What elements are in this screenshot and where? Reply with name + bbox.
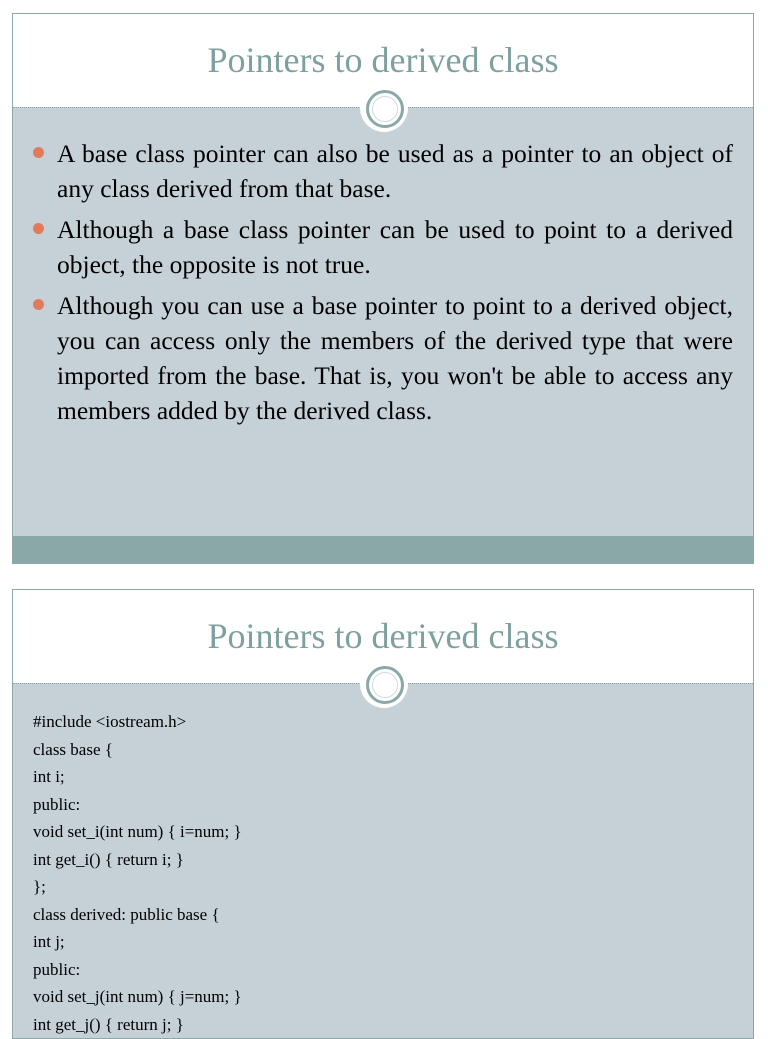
code-line: void set_i(int num) { i=num; }: [33, 822, 242, 841]
code-line: #include <iostream.h>: [33, 712, 187, 731]
code-listing: [33, 708, 733, 1038]
slide-title: Pointers to derived class: [207, 40, 559, 80]
ring-ornament-icon: [360, 84, 408, 132]
bullet-text: A base class pointer can also be used as a pointer to an object of any class derived from that base.: [57, 139, 733, 203]
ring-ornament-icon: [360, 660, 408, 708]
bullet-item: [33, 136, 733, 206]
bullet-dot-icon: [33, 147, 44, 158]
bullet-dot-icon: [33, 299, 44, 310]
slide-footer-bar: [13, 536, 753, 563]
slide-2: [12, 589, 754, 1039]
code-line: };: [33, 877, 46, 896]
code-line: class derived: public base {: [33, 904, 220, 924]
code-line: class base {: [33, 739, 113, 759]
code-line: public:: [33, 959, 81, 979]
code-line: int j;: [33, 932, 65, 951]
bullet-dot-icon: [33, 223, 44, 234]
bullet-text: Although you can use a base pointer to point to a derived object, you can access only the members of the derived type that were imported from the base. That is, you won't be able to access any members added by the derived class.: [57, 291, 733, 425]
bullet-item: [33, 288, 733, 428]
code-line: public:: [33, 794, 81, 814]
code-line: int get_j() { return j; }: [33, 1014, 184, 1034]
bullet-list: [33, 136, 733, 434]
slide-title: Pointers to derived class: [207, 616, 559, 656]
bullet-item: [33, 212, 733, 282]
code-line: void set_j(int num) { j=num; }: [33, 987, 242, 1006]
bullet-text: Although a base class pointer can be used to point to a derived object, the opposite is not true.: [57, 215, 733, 279]
slide-1: [12, 13, 754, 564]
code-line: int i;: [33, 767, 65, 786]
code-line: int get_i() { return i; }: [33, 849, 184, 869]
